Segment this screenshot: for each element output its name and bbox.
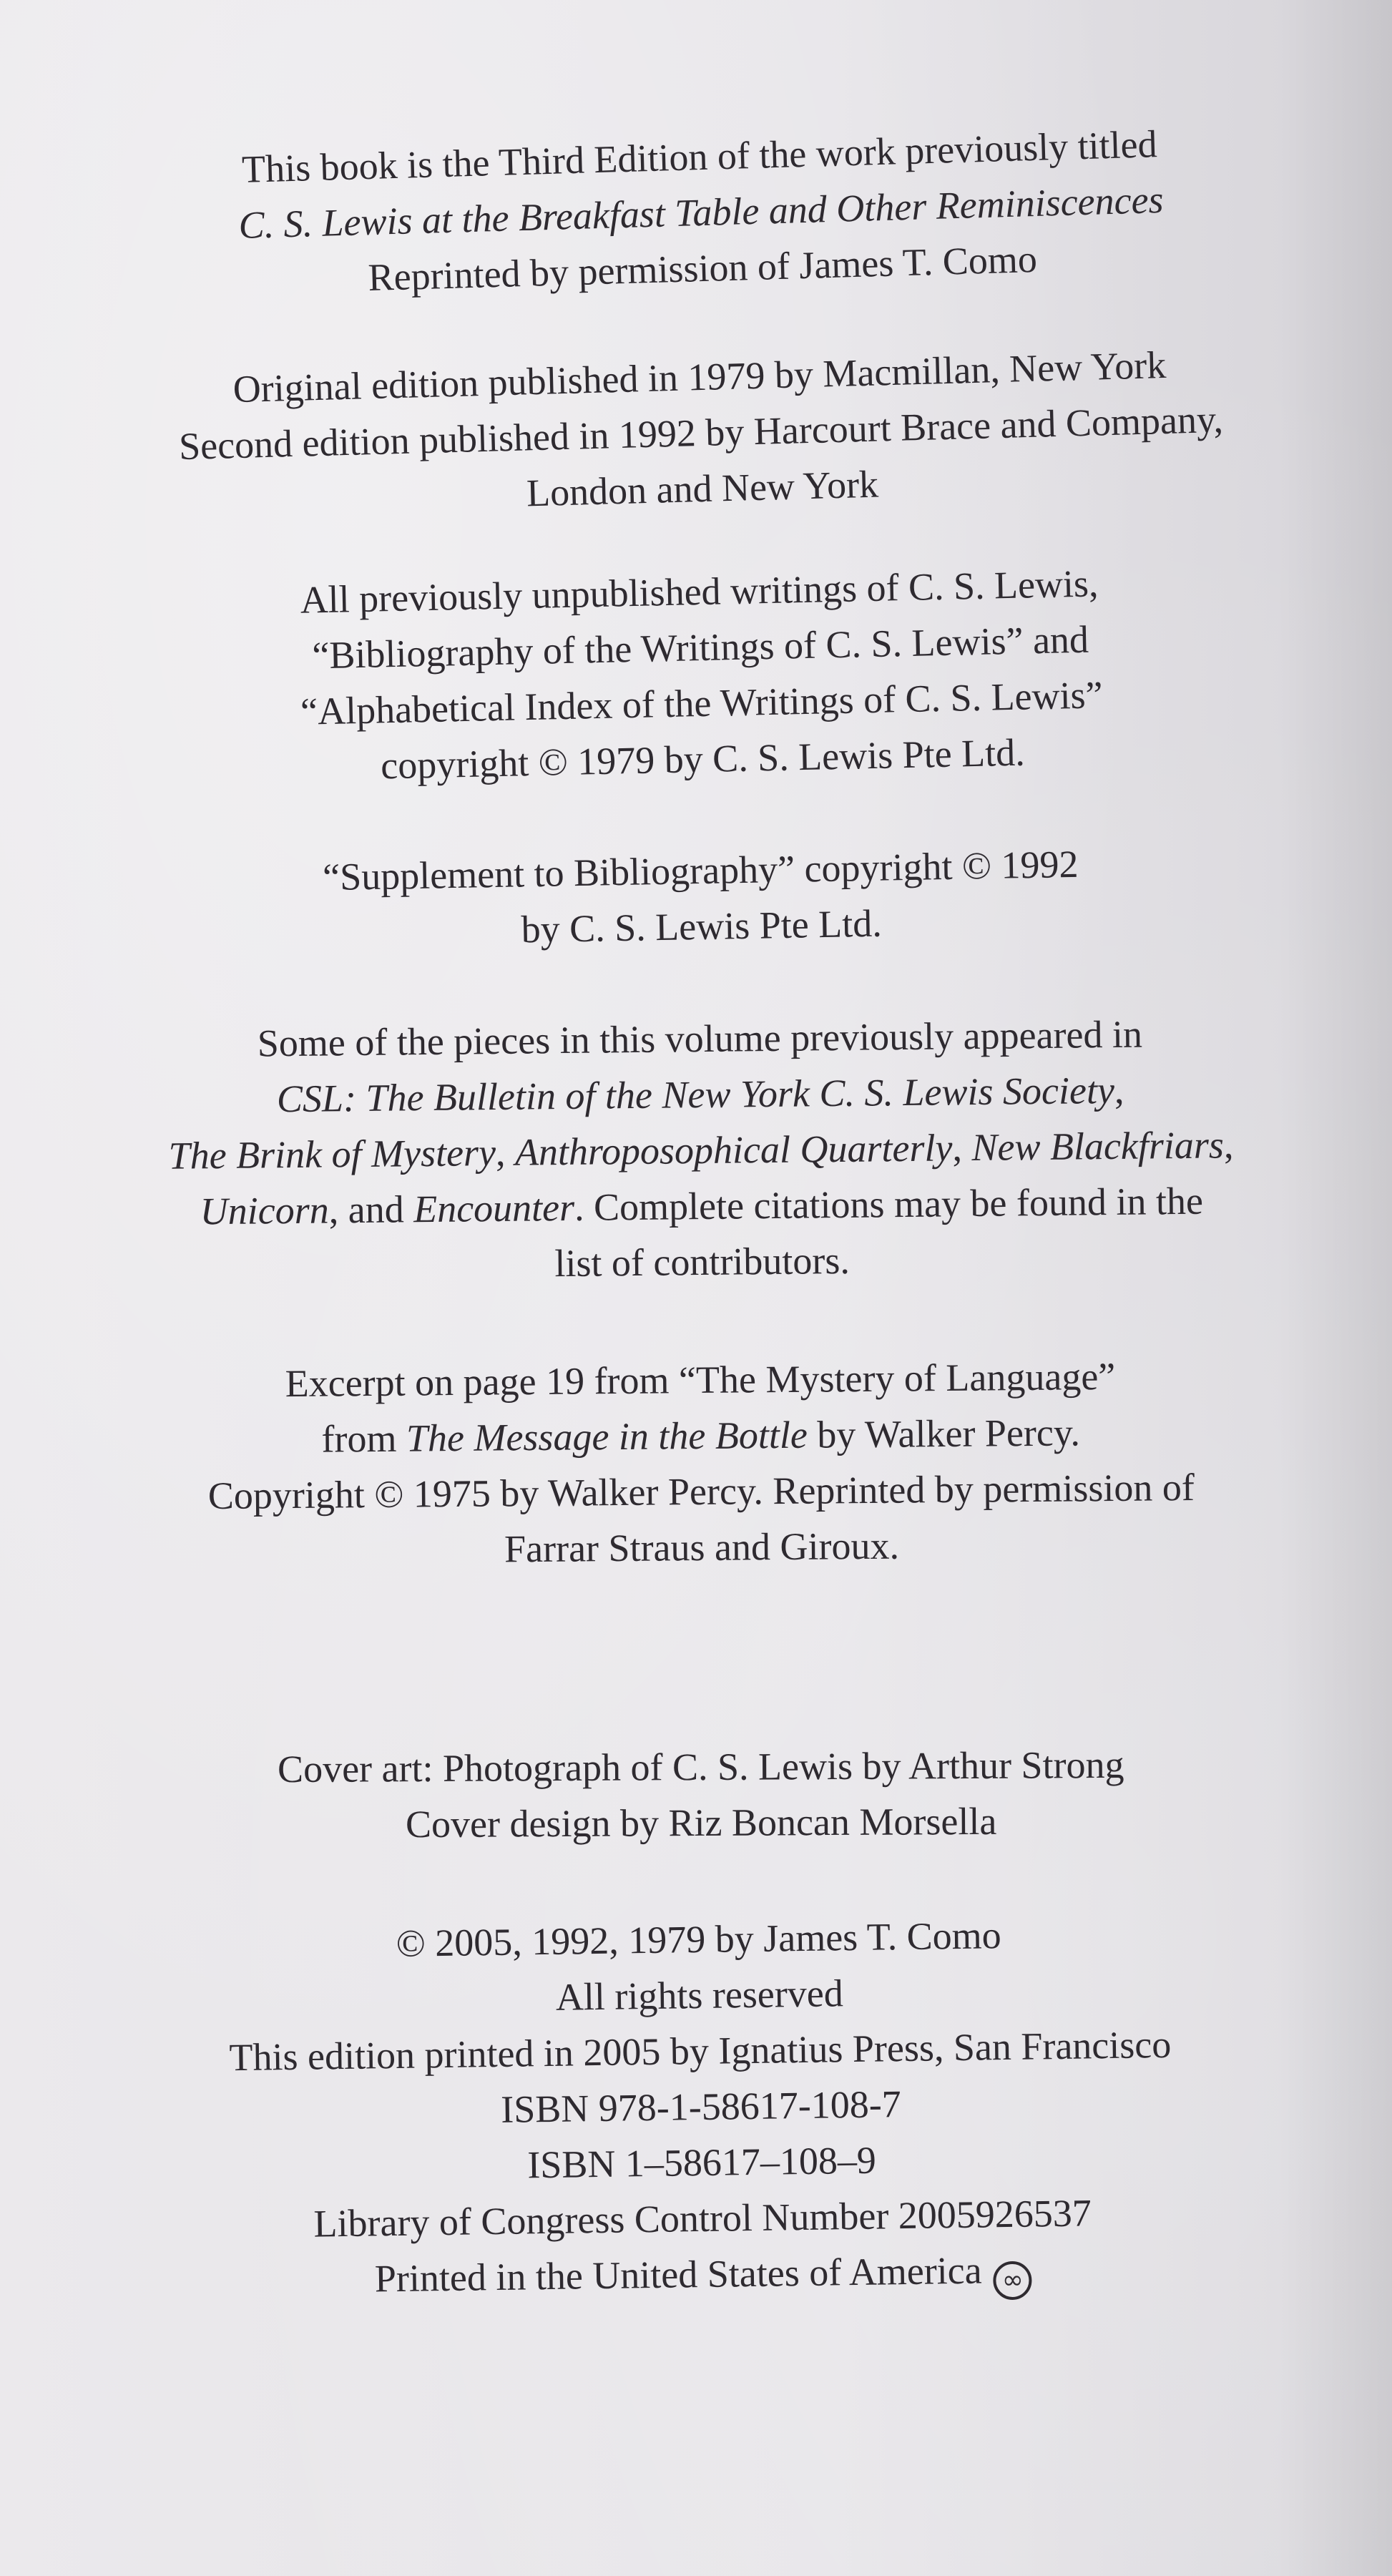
csl-line: CSL: The Bulletin of the New York C. S. Lewis Society, [276, 1068, 1124, 1121]
brink-of-mystery-title: The Brink of Mystery [168, 1131, 496, 1177]
lccn-line: Library of Congress Control Number 2005926537 [313, 2191, 1092, 2246]
cover-design-line: Cover design by Riz Boncan Morsella [405, 1799, 997, 1846]
supplement-line: “Supplement to Bibliography” copyright © 1992 [322, 842, 1079, 899]
encounter-title: Encounter [413, 1185, 575, 1231]
second-edition-cities: London and New York [526, 462, 879, 515]
second-edition-line: Second edition published in 1992 by Harcourt Brace and Company, [178, 397, 1224, 469]
pieces-intro-line: Some of the pieces in this volume previously appeared in [257, 1012, 1143, 1065]
edition-note [55, 111, 1347, 314]
rights-and-identifiers [54, 1902, 1347, 2313]
cover-art-line: Cover art: Photograph of C. S. Lewis by Arthur Strong [277, 1743, 1124, 1791]
index-line: “Alphabetical Index of the Writings of C. S. Lewis” [300, 673, 1104, 733]
journals-line: The Brink of Mystery, Anthroposophical Quarterly, New Blackfriars, [168, 1123, 1234, 1177]
excerpt-source-line: from The Message in the Bottle by Walker Percy. [321, 1411, 1081, 1461]
previous-appearances [56, 1004, 1346, 1297]
percy-copyright-line: Copyright © 1975 by Walker Percy. Reprinted by permission of [207, 1465, 1195, 1518]
publisher-permission-line: Farrar Straus and Giroux. [504, 1524, 900, 1571]
lewis-copyright-line: copyright © 1979 by C. S. Lewis Pte Ltd. [380, 730, 1026, 788]
rights-reserved-line: All rights reserved [555, 1972, 844, 2019]
contributors-line: list of contributors. [554, 1238, 851, 1285]
printing-line: This edition printed in 2005 by Ignatius Press, San Francisco [229, 2022, 1172, 2080]
new-blackfriars-title: New Blackfriars [971, 1123, 1225, 1170]
csl-bulletin-title: CSL: The Bulletin of the New York C. S. Lewis Society [276, 1068, 1115, 1121]
isbn-13-line: ISBN 978-1-58617-108-7 [500, 2082, 902, 2131]
message-in-the-bottle-title: The Message in the Bottle [406, 1413, 808, 1460]
excerpt-line: Excerpt on page 19 from “The Mystery of Language” [285, 1354, 1116, 1406]
publication-history [55, 332, 1347, 533]
acid-free-paper-icon: ∞ [993, 2261, 1032, 2301]
original-edition-line: Original edition published in 1979 by Macmillan, New York [232, 343, 1167, 411]
unpublished-writings-line: All previously unpublished writings of C. S. Lewis, [300, 562, 1099, 622]
edition-copyright-line: © 2005, 1992, 1979 by James T. Como [396, 1914, 1002, 1965]
bibliography-line: “Bibliography of the Writings of C. S. Lewis” and [311, 617, 1089, 677]
supplement-copyright [57, 831, 1346, 965]
supplement-owner-line: by C. S. Lewis Pte Ltd. [521, 901, 883, 951]
cover-credits [57, 1735, 1346, 1853]
isbn-10-line: ISBN 1–58617–108–9 [526, 2138, 877, 2187]
permission-line: Reprinted by permission of James T. Como [367, 237, 1038, 300]
lewis-writings-copyright [55, 550, 1347, 800]
journals-line-2: Unicorn, and Encounter. Complete citations may be found in the [200, 1179, 1204, 1233]
printed-in-line: Printed in the United States of America ∞ [59, 2237, 1348, 2313]
edition-line: This book is the Third Edition of the work previously titled [241, 122, 1158, 191]
excerpt-permission [57, 1346, 1346, 1581]
unicorn-title: Unicorn [200, 1188, 330, 1233]
previous-title: C. S. Lewis at the Breakfast Table and Other Reminiscences [237, 177, 1165, 248]
anthroposophical-quarterly-title: Anthroposophical Quarterly [514, 1126, 953, 1174]
